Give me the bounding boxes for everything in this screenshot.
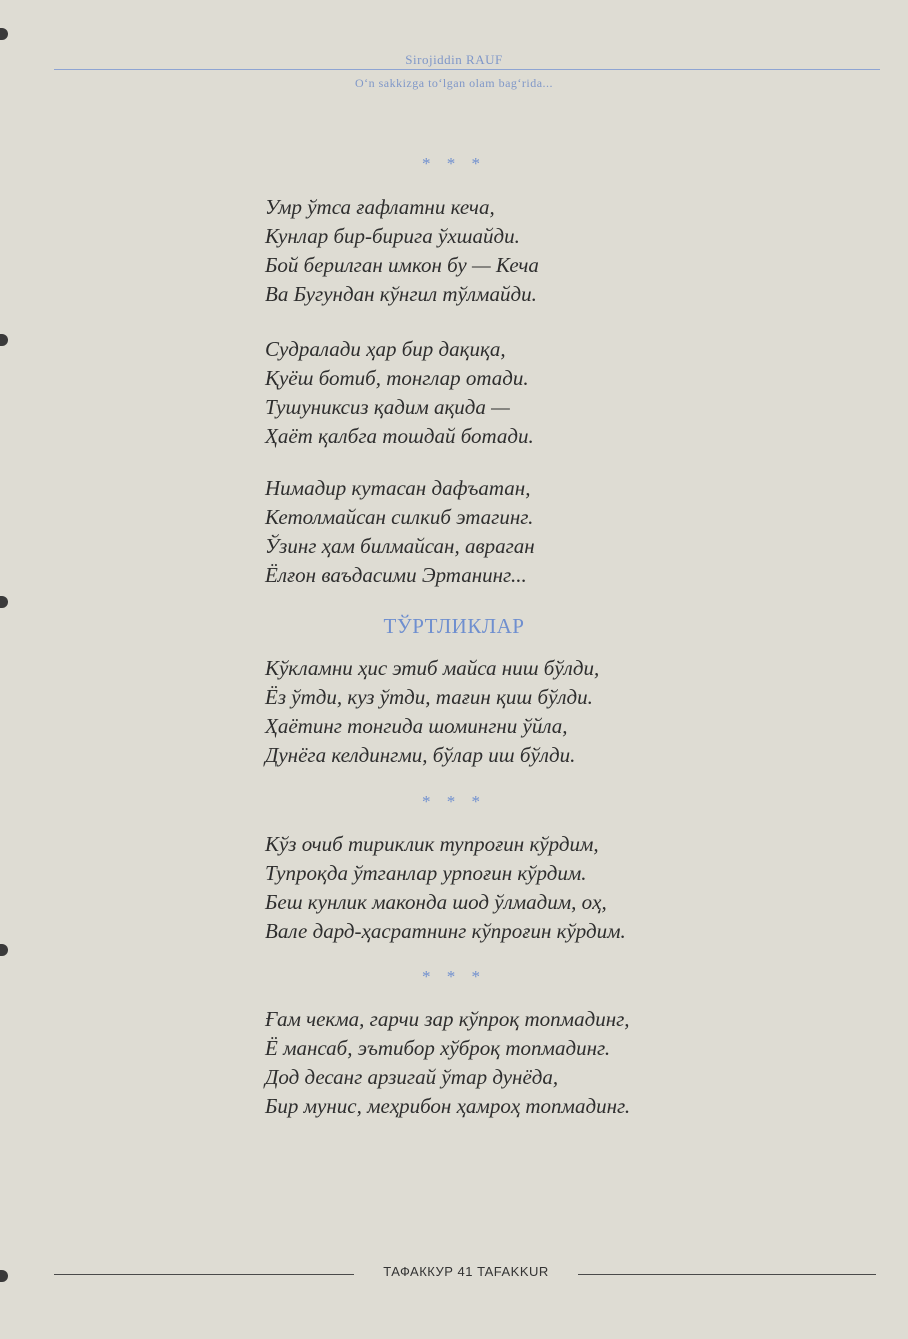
verse-line: Беш кунлик маконда шод ўлмадим, оҳ, <box>265 890 607 914</box>
verse-line: Ҳаёт қалбга тошдай ботади. <box>265 424 534 448</box>
running-head-author: Sirojiddin RAUF <box>405 52 503 67</box>
verse-line: Қуёш ботиб, тонглар отади. <box>265 366 529 390</box>
verse-line: Ёлғон ваъдасими Эртанинг... <box>265 563 527 587</box>
verse-line: Кўкламни ҳис этиб майса ниш бўлди, <box>265 656 600 680</box>
stanza <box>265 193 805 309</box>
binding-hole <box>0 944 8 956</box>
verse-line: Бой берилган имкон бу — Кеча <box>265 253 539 277</box>
verse-line: Бир мунис, меҳрибон ҳамроҳ топмадинг. <box>265 1094 631 1118</box>
header-divider <box>54 69 880 70</box>
stanza <box>265 830 805 946</box>
binding-hole <box>0 1270 8 1282</box>
verse-line: Ва Бугундан кўнгил тўлмайди. <box>265 282 537 306</box>
verse-line: Кўз очиб тириклик тупроғин кўрдим, <box>265 832 599 856</box>
page-footer: ТАФАККУР 41 TAFAKKUR <box>383 1264 549 1279</box>
stanza-separator: * * * <box>422 967 486 986</box>
verse-line: Ҳаётинг тонгида шомингни ўйла, <box>265 714 568 738</box>
running-head-title: O‘n sakkizga to‘lgan olam bag‘rida... <box>354 76 554 90</box>
verse-line: Вале дард-ҳасратнинг кўпроғин кўрдим. <box>265 919 626 943</box>
verse-line: Дунёга келдингми, бўлар иш бўлди. <box>265 743 576 767</box>
verse-line: Тушуниксиз қадим ақида — <box>265 395 510 419</box>
verse-line: Умр ўтса ғафлатни кеча, <box>265 195 495 219</box>
binding-hole <box>0 596 8 608</box>
verse-line: Ўзинг ҳам билмайсан, авраган <box>265 534 535 558</box>
verse-line: Ёз ўтди, куз ўтди, тағин қиш бўлди. <box>265 685 593 709</box>
verse-line: Нимадир кутасан дафъатан, <box>265 476 531 500</box>
verse-line: Кунлар бир-бирига ўхшайди. <box>265 224 520 248</box>
verse-line: Кетолмайсан силкиб этагинг. <box>265 505 534 529</box>
section-title: ТЎРТЛИКЛАР <box>383 614 525 638</box>
stanza <box>265 654 805 770</box>
stanza-separator: * * * <box>422 792 486 811</box>
verse-line: Ғам чекма, гарчи зар кўпроқ топмадинг, <box>265 1007 630 1031</box>
verse-line: Судралади ҳар бир дақиқа, <box>265 337 506 361</box>
verse-line: Дод десанг арзигай ўтар дунёда, <box>265 1065 559 1089</box>
stanza-separator: * * * <box>422 154 486 173</box>
stanza <box>265 335 805 451</box>
footer-divider-left <box>54 1274 354 1275</box>
verse-line: Ё мансаб, эътибор хўброқ топмадинг. <box>265 1036 611 1060</box>
verse-line: Тупроқда ўтганлар урпоғин кўрдим. <box>265 861 587 885</box>
stanza <box>265 1005 805 1121</box>
binding-hole <box>0 334 8 346</box>
footer-divider-right <box>578 1274 876 1275</box>
binding-hole <box>0 28 8 40</box>
stanza <box>265 474 805 590</box>
